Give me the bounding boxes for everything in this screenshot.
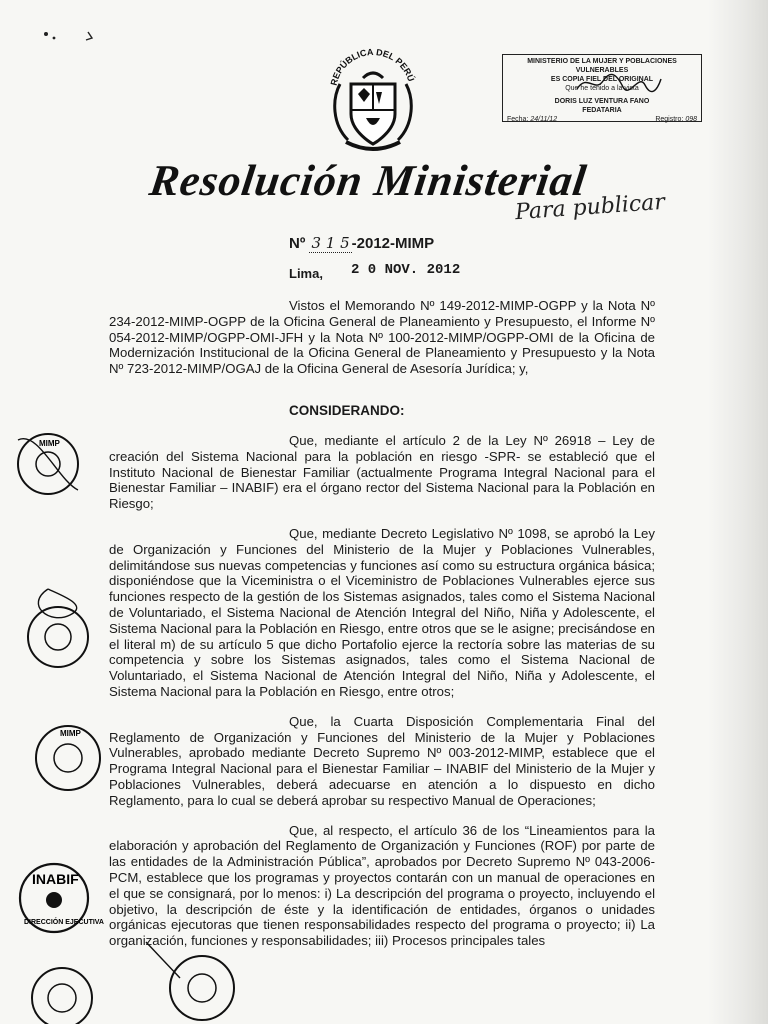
- handwritten-note: Para publicar: [514, 189, 666, 226]
- stamp-line-vulnerables: VULNERABLES: [575, 67, 629, 74]
- bottom-seal-signature: [140, 938, 250, 1024]
- seal-1-label: MIMP: [39, 439, 60, 448]
- stamp-fecha-value: 24/11/12: [530, 116, 558, 123]
- date-stamp: 2 0 NOV. 2012: [351, 262, 461, 278]
- document-body: [109, 298, 655, 377]
- resolution-number-handwritten: 3 1 5: [311, 234, 350, 252]
- document-title: Resolución Ministerial: [146, 156, 590, 205]
- margin-seal-inabif: [6, 858, 106, 938]
- margin-seal-2: [20, 585, 92, 675]
- seal-inabif-sub: DIRECCIÓN EJECUTIVA: [24, 919, 104, 926]
- stamp-registro-value: 098: [685, 116, 697, 123]
- paragraph-1: Que, mediante el artículo 2 de la Ley Nº 26918 – Ley de creación del Sistema Nacional para la población en riesgo -SPR- se estableció que el Instituto Nacional de Bienestar Familiar (actualmente Programa Integral Nacional para el Bienestar Familiar – INABIF) era el órgano rector del Sistema Nacional para la Población en Riesgo;: [109, 433, 655, 512]
- stamp-registro-label: Registro:: [655, 116, 684, 123]
- crest-label: REPÚBLICA DEL PERÚ: [328, 46, 417, 87]
- resolution-number-prefix: Nº: [289, 235, 306, 252]
- scan-specks: [40, 26, 110, 56]
- margin-seal-5: [22, 958, 102, 1024]
- margin-seal-3: [28, 718, 108, 798]
- stamp-line-role: FEDATARIA: [582, 107, 622, 114]
- certification-stamp: [502, 54, 702, 122]
- stamp-line-ministry: MINISTERIO DE LA MUJER Y POBLACIONES: [527, 58, 677, 65]
- stamp-line-vista: Que he tenido a la vista: [565, 85, 639, 92]
- seal-inabif-label: INABIF: [32, 871, 79, 887]
- resolution-number: [289, 234, 434, 252]
- seal-4-label: MIMP: [60, 729, 81, 738]
- considerando-body: [109, 433, 655, 949]
- considerando-heading: CONSIDERANDO:: [289, 403, 405, 418]
- resolution-number-suffix: -2012-MIMP: [351, 235, 435, 252]
- page-edge: [708, 0, 768, 1024]
- paragraph-2: Que, mediante Decreto Legislativo Nº 1098, se aprobó la Ley de Organización y Funciones del Ministerio de la Mujer y Poblaciones Vulnerables, delimitándose sus nuevas competencias y funciones así como su estructura orgánica básica; disponiéndose que la Viceministra o el Viceministro de Poblaciones Vulnerables ejerce sus funciones respecto de la gestión de los Sistemas asignados, tales como el Sistema Nacional de Voluntariado, el Sistema Nacional de Atención Integral del Niño, Niña y Adolescente, el Sistema Nacional para la Población en Riesgo, entre otros que se le asigne; precisándose en el literal m) de su artículo 5 que dicho Portafolio ejerce la rectoría sobre las materias de su competencia y sobre los Sistemas asignados, tales como el Sistema Nacional de Voluntariado, el Sistema Nacional de Atención Integral del Niño, Niña y Adolescente, el Sistema Nacional para la Población en Riesgo, entre otros;: [109, 525, 655, 699]
- stamp-fecha-label: Fecha:: [507, 116, 529, 123]
- stamp-line-copia: ES COPIA FIEL DEL ORIGINAL: [550, 76, 654, 83]
- paragraph-4: Que, al respecto, el artículo 36 de los “Lineamientos para la elaboración y aprobación del Reglamento de Organización y Funciones (ROF) por parte de las entidades de la Administración Pública”, aprobados por Decreto Supremo Nº 043-2006-PCM, establece que los programas y proyectos contarán con un manual de operaciones en el que se consignará, por lo menos: i) La descripción del programa o proyecto, incluyendo el objetivo, la descripción de éste y la identificación de entidades, órganos o unidades orgánicas ejecutoras que tienen responsabilidades respecto del programa o proyecto; ii) La organización, funciones y responsabilidades; iii) Procesos principales tales: [109, 822, 655, 949]
- paragraph-3: Que, la Cuarta Disposición Complementaria Final del Reglamento de Organización y Funciones del Ministerio de la Mujer y Poblaciones Vulnerables, aprobado mediante Decreto Supremo Nº 003-2012-MIMP, establece que el Programa Integral Nacional para el Bienestar Familiar – INABIF del Ministerio de la Mujer y Poblaciones Vulnerables, deberá adecuarse en atención a lo dispuesto en dicho Reglamento, para lo cual se deberá aprobar su respectivo Manual de Operaciones;: [109, 713, 655, 808]
- coat-of-arms-emblem: [318, 44, 428, 154]
- vistos-paragraph: Vistos el Memorando Nº 149-2012-MIMP-OGPP y la Nota Nº 234-2012-MIMP-OGPP de la Oficina General de Planeamiento y Presupuesto, el Informe Nº 054-2012-MIMP/OGPP-OMI-JFH y la Nota Nº 100-2012-MIMP/OGPP-OMI de la Oficina de Modernización Institucional de la Oficina General de Planeamiento y Presupuesto y la Nota Nº 723-2012-MIMP/OGAJ de la Oficina General de Asesoría Jurídica; y,: [109, 298, 655, 377]
- date-line: [289, 262, 461, 281]
- stamp-signature: [573, 71, 663, 95]
- stamp-line-name: DORIS LUZ VENTURA FANO: [554, 98, 650, 105]
- margin-seal-1: [8, 420, 80, 500]
- place-label: Lima,: [289, 266, 323, 281]
- svg-text:REPÚBLICA DEL PERÚ: [329, 47, 418, 87]
